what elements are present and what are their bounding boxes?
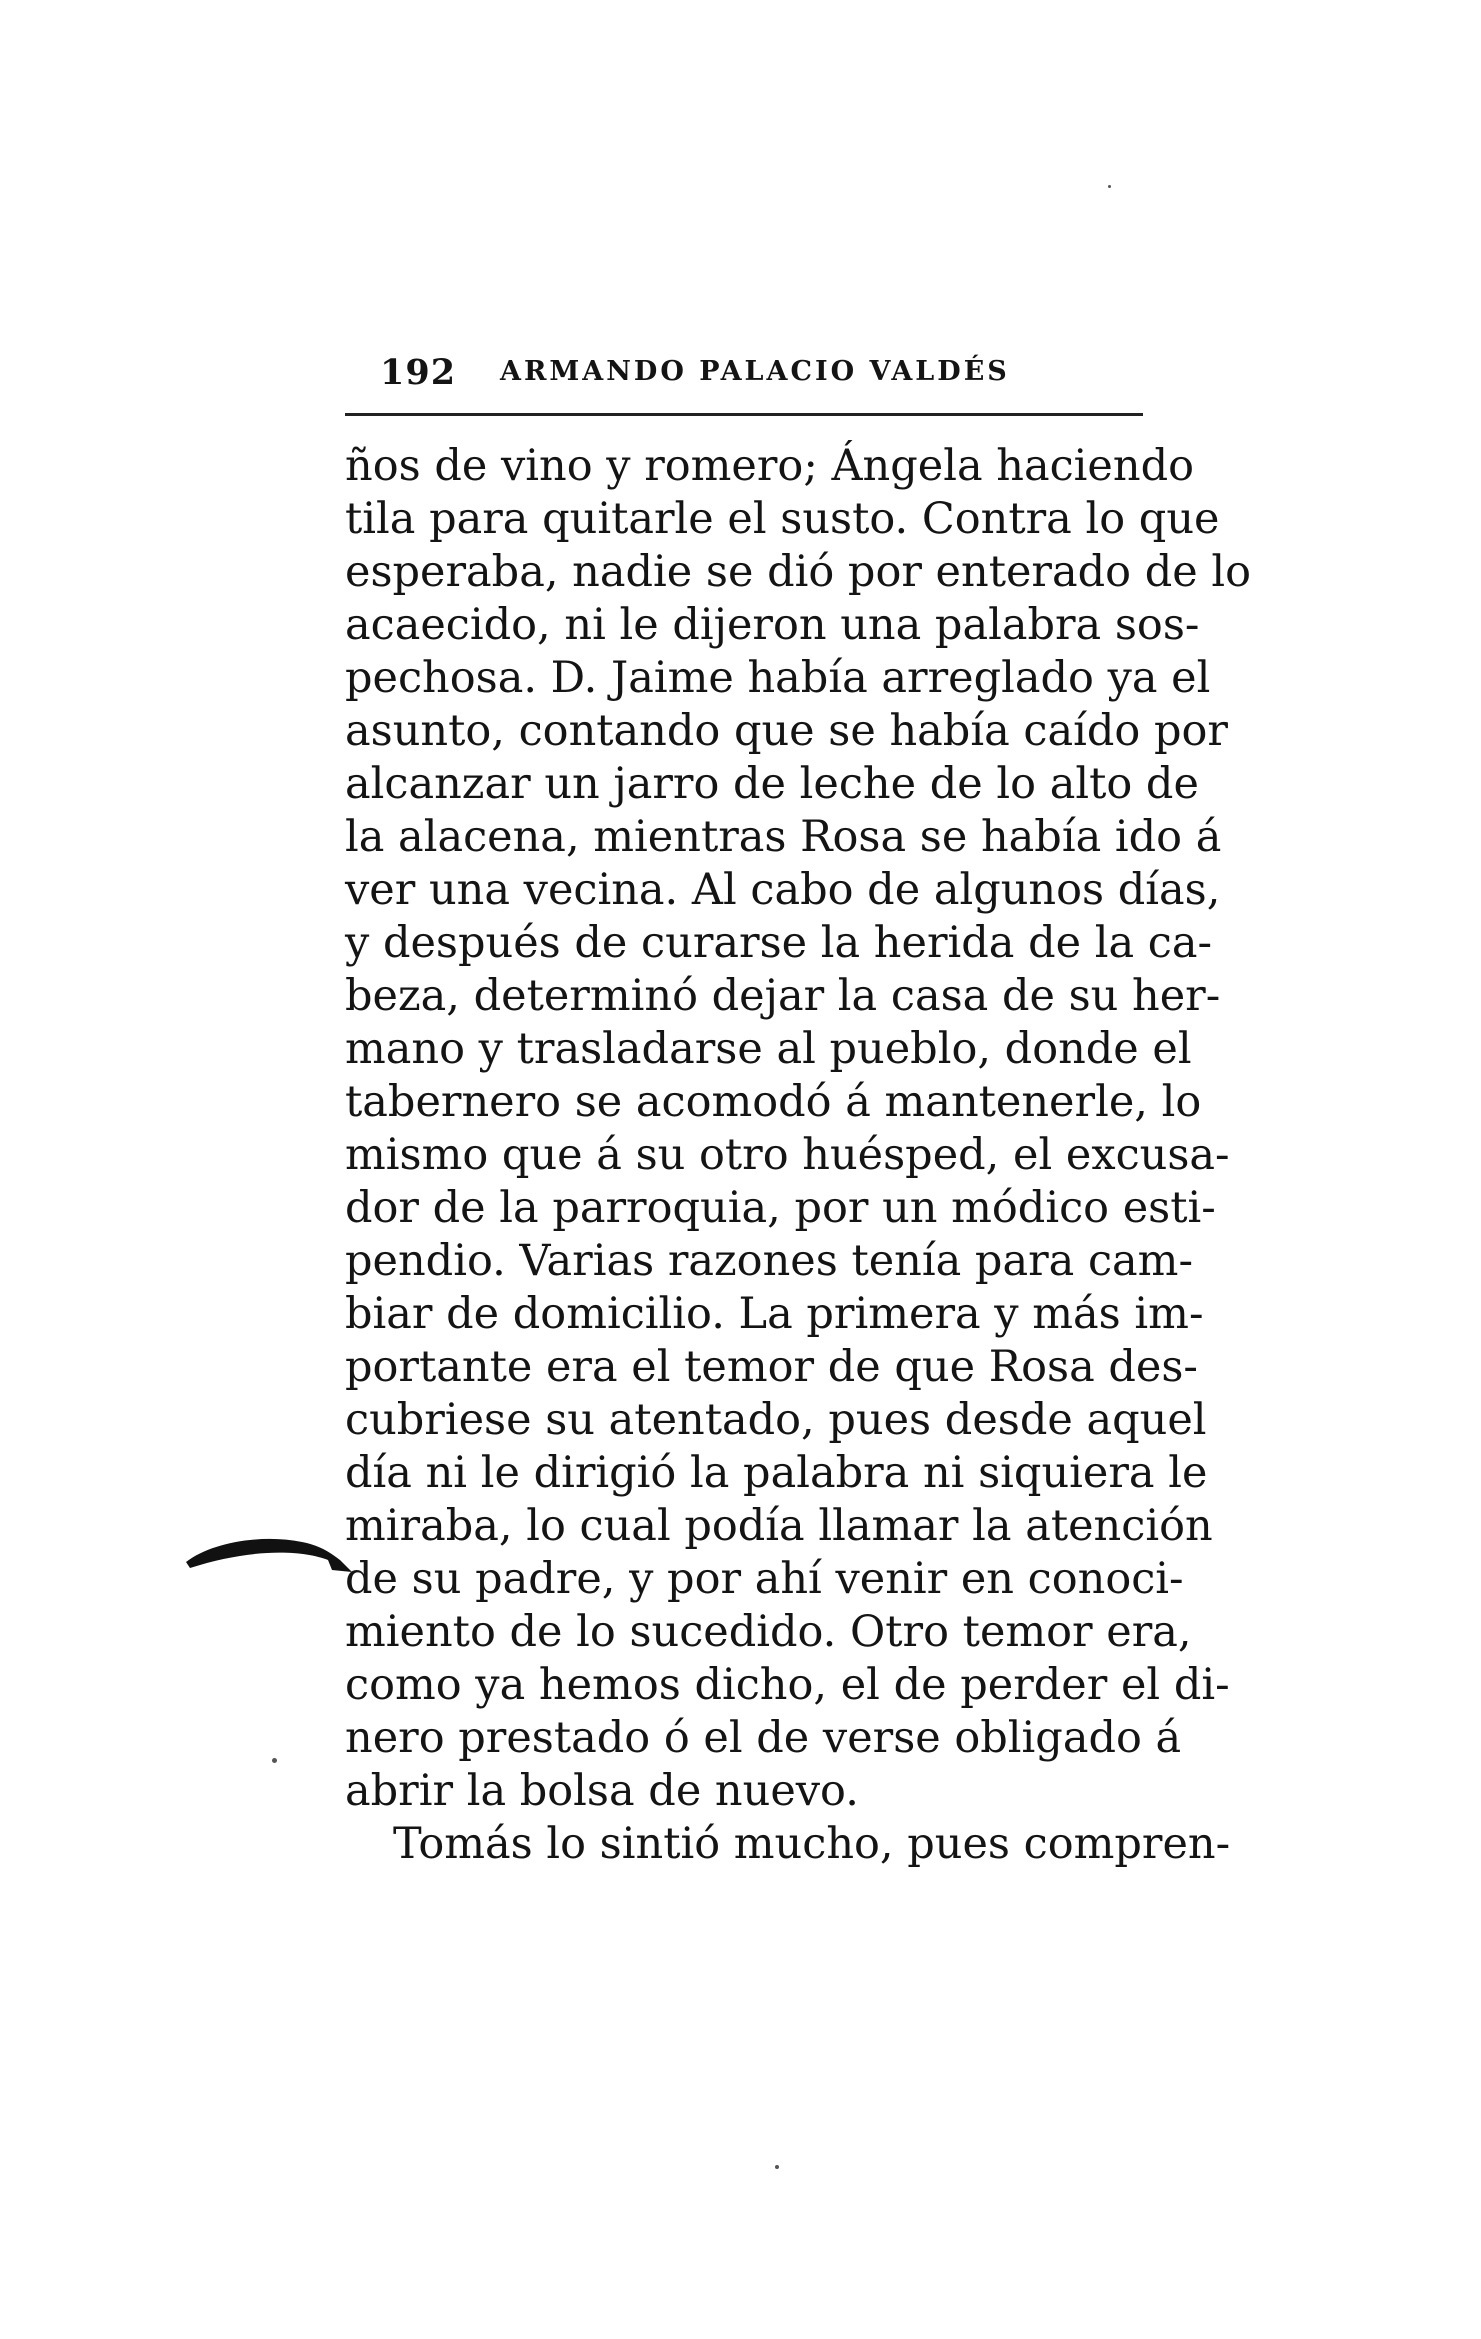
text-line: día ni le dirigió la palabra ni siquiera le — [345, 1448, 1208, 1498]
text-line: ños de vino y romero; Ángela haciendo — [345, 441, 1194, 491]
text-line: acaecido, ni le dijeron una palabra sos- — [345, 600, 1200, 650]
text-line: asunto, contando que se había caído por — [345, 706, 1228, 756]
text-line: pechosa. D. Jaime había arreglado ya el — [345, 653, 1211, 703]
header-rule — [345, 413, 1143, 416]
text-line: ver una vecina. Al cabo de algunos días, — [345, 865, 1221, 915]
text-line: pendio. Varias razones tenía para cam- — [345, 1236, 1193, 1286]
body-text — [345, 440, 1251, 1871]
page-number: 192 — [380, 352, 457, 393]
text-line: tabernero se acomodó á mantenerle, lo — [345, 1077, 1202, 1127]
ink-mark-icon — [182, 1520, 357, 1580]
text-line: biar de domicilio. La primera y más im- — [345, 1289, 1204, 1339]
running-title: ARMANDO PALACIO VALDÉS — [500, 356, 1010, 387]
text-line: esperaba, nadie se dió por enterado de lo — [345, 547, 1251, 597]
text-line: alcanzar un jarro de leche de lo alto de — [345, 759, 1199, 809]
text-line: cubriese su atentado, pues desde aquel — [345, 1395, 1207, 1445]
text-line: abrir la bolsa de nuevo. — [345, 1766, 859, 1816]
text-line: tila para quitarle el susto. Contra lo que — [345, 494, 1220, 544]
text-line: mismo que á su otro huésped, el excusa- — [345, 1130, 1230, 1180]
scan-speck — [272, 1758, 277, 1763]
running-head — [345, 352, 1140, 396]
text-line: la alacena, mientras Rosa se había ido á — [345, 812, 1222, 862]
text-line: beza, determinó dejar la casa de su her- — [345, 971, 1221, 1021]
text-line: nero prestado ó el de verse obligado á — [345, 1713, 1182, 1763]
text-line: y después de curarse la herida de la ca- — [345, 918, 1213, 968]
text-line: de su padre, y por ahí venir en conoci- — [345, 1554, 1184, 1604]
scan-speck — [775, 2165, 779, 2169]
scan-speck — [1108, 185, 1111, 188]
text-line: mano y trasladarse al pueblo, donde el — [345, 1024, 1192, 1074]
text-line: Tomás lo sintió mucho, pues compren- — [393, 1819, 1231, 1869]
text-line: miraba, lo cual podía llamar la atención — [345, 1501, 1213, 1551]
text-line: dor de la parroquia, por un módico esti- — [345, 1183, 1216, 1233]
text-line: como ya hemos dicho, el de perder el di- — [345, 1660, 1230, 1710]
text-line: portante era el temor de que Rosa des- — [345, 1342, 1198, 1392]
text-line: miento de lo sucedido. Otro temor era, — [345, 1607, 1192, 1657]
